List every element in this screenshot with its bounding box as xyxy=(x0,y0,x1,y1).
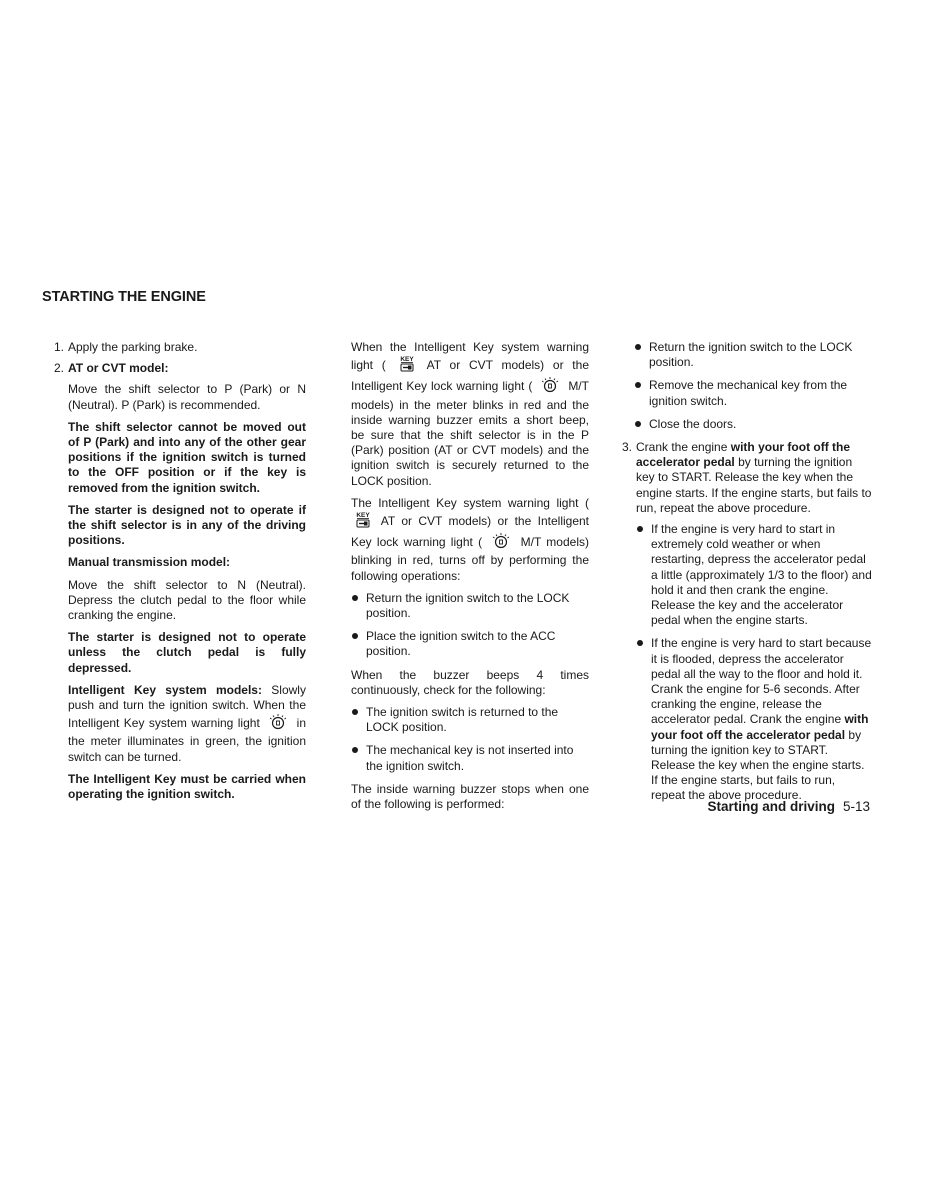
step-number: 2. xyxy=(53,361,64,376)
bullet-item: Close the doors. xyxy=(634,417,872,432)
inline-text: by turning the ignition key to START. Release the key when the engine starts. If the engine starts, but fails to run, repeat the above procedure. xyxy=(651,727,865,803)
intelligent-key-warning-icon xyxy=(354,511,372,532)
key-icon-label: KEY xyxy=(356,512,370,520)
step-number: 1. xyxy=(53,340,64,354)
intelligent-key-lock-warning-icon xyxy=(539,376,561,397)
warning-paragraph: The Intelligent Key must be carried when operating the ignition switch. xyxy=(68,771,306,802)
inline-text: AT or CVT models) or the Intelligent Key lock warning light ( xyxy=(351,513,590,550)
step-text: Apply the parking brake. xyxy=(68,340,198,354)
lead-text: Intelligent Key system models: xyxy=(68,682,262,697)
step-2 xyxy=(48,361,306,376)
paragraph: Move the shift selector to N (Neutral). Depress the clutch pedal to the floor while cranking the engine. xyxy=(68,577,306,623)
subheading: Manual transmission model: xyxy=(68,555,231,570)
inline-text: When the Intelligent Key system warning light ( xyxy=(351,340,589,372)
inline-text: The Intelligent Key system warning light ( xyxy=(351,495,589,510)
bullet-item: Place the ignition switch to the ACC position. xyxy=(351,629,589,659)
paragraph xyxy=(68,683,306,765)
warning-paragraph: The starter is designed not to operate unless the clutch pedal is fully depressed. xyxy=(68,630,306,675)
step-heading: AT or CVT model: xyxy=(68,361,169,376)
bullet-item: Return the ignition switch to the LOCK position. xyxy=(634,340,872,370)
inline-bold-text: with your foot off the accelerator pedal xyxy=(636,440,851,470)
intelligent-key-lock-warning-icon xyxy=(490,532,512,553)
warning-paragraph: The starter is designed not to operate if the shift selector is in any of the driving positions. xyxy=(68,502,306,548)
intelligent-key-lock-warning-icon xyxy=(267,713,289,734)
key-icon-label: KEY xyxy=(399,356,414,364)
inline-text: M/T models) in the meter blinks in red and the inside warning buzzer emits a short beep, be sure that the shift selector is in the P (Park) position (AT or CVT models) and the ignition switch is securely returned to the LOCK position. xyxy=(351,379,589,488)
step-number: 3. xyxy=(621,440,632,455)
footer-section-name: Starting and driving xyxy=(707,799,835,814)
step-1 xyxy=(48,340,306,355)
step-3 xyxy=(616,440,872,516)
bullet-item: If the engine is very hard to start in extremely cold weather or when restarting, depress the accelerator pedal a little (approximately 1/3 to the floor) and hold it and then crank the engine. Release the key and the accelerator pedal when the engine starts. xyxy=(636,522,872,628)
inline-text: AT or CVT models) or the Intelligent Key lock warning light ( xyxy=(351,357,589,394)
bullet-item: The mechanical key is not inserted into the ignition switch. xyxy=(351,743,589,773)
column-2 xyxy=(351,340,589,819)
page-number: 5-13 xyxy=(842,799,870,814)
paragraph: Move the shift selector to P (Park) or N (Neutral). P (Park) is recommended. xyxy=(68,382,306,412)
warning-paragraph: The shift selector cannot be moved out of P (Park) and into any of the other gear positions if the ignition switch is turned to the OFF position or if the key is removed from the ignition switch. xyxy=(68,419,306,495)
inline-text: by turning the ignition key to START. Release the key when the engine starts. If the engine starts, but fails to run, repeat the above procedure. xyxy=(636,455,872,515)
paragraph: When the buzzer beeps 4 times continuously, check for the following: xyxy=(351,667,589,697)
intelligent-key-warning-icon xyxy=(398,355,416,376)
inline-bold-text: with your foot off the accelerator pedal xyxy=(651,712,869,742)
inline-text: If the engine is very hard to start because it is flooded, depress the accelerator pedal all the way to the floor and hold it. Crank the engine for 5-6 seconds. After cranking the engine, release the accelerator pedal. Crank the engine xyxy=(651,636,872,727)
paragraph xyxy=(351,496,589,584)
paragraph: The inside warning buzzer stops when one of the following is performed: xyxy=(351,781,589,812)
inline-text: Crank the engine xyxy=(636,440,728,455)
bullet-item xyxy=(636,636,872,803)
paragraph xyxy=(351,340,589,489)
column-1 xyxy=(48,340,306,809)
inline-text: Slowly push and turn the ignition switch. When the Intelligent Key system warning light xyxy=(68,682,306,731)
bullet-item: Return the ignition switch to the LOCK position. xyxy=(351,591,589,621)
inline-text: M/T models) blinking in red, turns off by performing the following operations: xyxy=(351,535,589,583)
inline-text: in the meter illuminates in green, the ignition switch can be turned. xyxy=(68,716,306,764)
section-title: STARTING THE ENGINE xyxy=(42,289,206,305)
bullet-item: Remove the mechanical key from the ignition switch. xyxy=(634,378,872,408)
bullet-item: The ignition switch is returned to the LOCK position. xyxy=(351,705,589,735)
column-3 xyxy=(616,340,872,812)
page-footer xyxy=(707,799,870,814)
